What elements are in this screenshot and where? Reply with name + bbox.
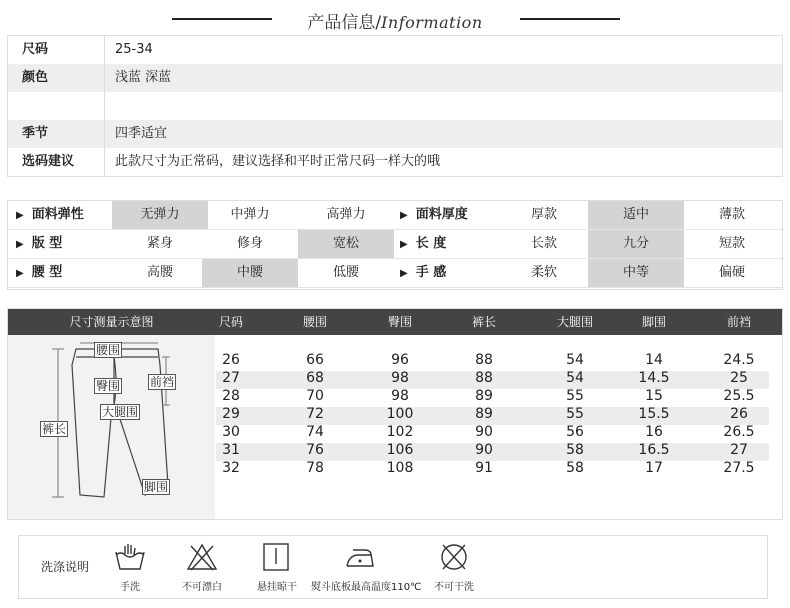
size-cell: 27 [222, 370, 240, 386]
size-cell: 58 [566, 460, 584, 476]
fabric-head-label: 手 感 [415, 265, 447, 280]
page-title [0, 8, 790, 33]
size-cell: 72 [306, 406, 324, 422]
fabric-option: 柔软 [530, 265, 557, 280]
size-cell: 88 [475, 370, 493, 386]
size-cell: 26 [222, 352, 240, 368]
diagram-title: 尺寸测量示意图 [69, 315, 154, 329]
size-cell: 108 [386, 460, 414, 476]
info-value: 浅蓝 深蓝 [115, 70, 172, 85]
triangle-bullet-icon: ▶ [400, 268, 408, 279]
info-row [8, 148, 782, 176]
fabric-head-label: 腰 型 [31, 265, 63, 280]
size-cell: 25.5 [723, 388, 755, 404]
size-cell: 74 [306, 424, 324, 440]
no-bleach-icon [185, 542, 219, 572]
info-value: 四季适宜 [115, 126, 168, 141]
col-header: 大腿围 [556, 315, 593, 329]
size-cell: 14.5 [638, 370, 670, 386]
col-header: 裤长 [471, 315, 496, 329]
info-row [8, 92, 782, 120]
size-table [7, 308, 783, 520]
col-header: 脚围 [641, 315, 666, 329]
fabric-option: 高弹力 [326, 207, 366, 222]
wash-text: 悬挂晾干 [257, 582, 297, 593]
size-cell: 30 [222, 424, 240, 440]
fabric-option-selected: 中腰 [202, 259, 298, 287]
size-cell: 58 [566, 442, 584, 458]
info-label: 颜色 [22, 70, 49, 85]
diagram-label-length: 裤长 [42, 422, 67, 436]
fabric-option: 中弹力 [230, 207, 270, 222]
size-cell: 55 [566, 388, 584, 404]
iron-icon [343, 542, 377, 572]
wash-label: 洗涤说明 [41, 560, 90, 574]
size-cell: 25 [730, 370, 748, 386]
fabric-option-selected: 中等 [588, 259, 684, 287]
wash-text: 不可干洗 [434, 582, 474, 593]
diagram-label-waist: 腰围 [96, 343, 121, 357]
info-value: 25-34 [115, 42, 153, 57]
size-table-header [8, 309, 782, 335]
info-row [8, 36, 782, 64]
fabric-option-selected: 适中 [588, 201, 684, 229]
measurement-diagram [8, 335, 215, 519]
col-header: 腰围 [302, 315, 327, 329]
size-cell: 27 [730, 442, 748, 458]
size-cell: 24.5 [723, 352, 755, 368]
size-cell: 106 [386, 442, 414, 458]
size-cell: 56 [566, 424, 584, 440]
size-cell: 16.5 [638, 442, 670, 458]
info-label: 季节 [22, 126, 49, 141]
fabric-option: 短款 [718, 236, 745, 251]
size-cell: 100 [386, 406, 414, 422]
fabric-head-right [400, 201, 496, 229]
info-label: 尺码 [22, 42, 49, 57]
triangle-bullet-icon: ▶ [400, 239, 408, 250]
fabric-head-right [400, 230, 496, 258]
fabric-head-label: 面料厚度 [415, 207, 468, 222]
fabric-option: 低腰 [332, 265, 359, 280]
fabric-option: 高腰 [146, 265, 173, 280]
wash-text: 熨斗底板最高温度110℃ [311, 582, 422, 593]
wash-text: 不可漂白 [182, 582, 222, 593]
size-cell: 14 [645, 352, 663, 368]
wash-instructions [18, 535, 768, 599]
fabric-head-label: 版 型 [31, 236, 63, 251]
triangle-bullet-icon: ▶ [16, 239, 24, 250]
title-cn: 产品信息/ [307, 13, 382, 33]
fabric-option: 长款 [530, 236, 557, 251]
diagram-label-rise: 前裆 [150, 375, 175, 389]
size-cell: 98 [391, 370, 409, 386]
fabric-row [8, 201, 782, 230]
hang-dry-icon [259, 542, 293, 572]
size-cell: 28 [222, 388, 240, 404]
size-cell: 96 [391, 352, 409, 368]
size-cell: 89 [475, 388, 493, 404]
wash-text: 手洗 [120, 582, 140, 593]
size-cell: 54 [566, 370, 584, 386]
size-cell: 78 [306, 460, 324, 476]
fabric-option-selected: 九分 [588, 230, 684, 258]
fabric-option-selected: 无弹力 [112, 201, 208, 229]
fabric-option-selected: 宽松 [298, 230, 394, 258]
no-dry-clean-icon [437, 542, 471, 572]
size-cell: 31 [222, 442, 240, 458]
fabric-option: 薄款 [718, 207, 745, 222]
fabric-option: 修身 [236, 236, 263, 251]
diagram-label-hip: 臀围 [96, 379, 121, 393]
col-header: 尺码 [218, 315, 243, 329]
size-cell: 70 [306, 388, 324, 404]
size-cell: 90 [475, 424, 493, 440]
title-en: Information [381, 13, 483, 32]
size-cell: 98 [391, 388, 409, 404]
info-label: 选码建议 [22, 154, 75, 169]
size-cell: 15.5 [638, 406, 670, 422]
triangle-bullet-icon: ▶ [16, 210, 24, 221]
col-header: 前裆 [726, 315, 751, 329]
size-cell: 17 [645, 460, 663, 476]
size-cell: 16 [645, 424, 663, 440]
diagram-label-thigh: 大腿围 [102, 405, 139, 419]
size-cell: 76 [306, 442, 324, 458]
fabric-head-right [400, 259, 496, 287]
size-row [216, 461, 769, 479]
size-cell: 32 [222, 460, 240, 476]
size-cell: 90 [475, 442, 493, 458]
size-cell: 55 [566, 406, 584, 422]
size-cell: 54 [566, 352, 584, 368]
size-cell: 26 [730, 406, 748, 422]
fabric-row [8, 259, 782, 288]
size-cell: 29 [222, 406, 240, 422]
diagram-label-hem: 脚围 [144, 480, 169, 494]
info-value: 此款尺寸为正常码，建议选择和平时正常尺码一样大的哦 [115, 154, 441, 169]
info-row [8, 120, 782, 148]
fabric-head-left [16, 201, 112, 229]
fabric-option: 紧身 [146, 236, 173, 251]
size-cell: 66 [306, 352, 324, 368]
info-row [8, 64, 782, 92]
fabric-head-left [16, 230, 112, 258]
size-cell: 88 [475, 352, 493, 368]
hand-wash-icon [113, 542, 147, 572]
size-cell: 27.5 [723, 460, 755, 476]
info-divider [104, 36, 105, 176]
fabric-row [8, 230, 782, 259]
fabric-option: 偏硬 [718, 265, 745, 280]
triangle-bullet-icon: ▶ [400, 210, 408, 221]
size-cell: 26.5 [723, 424, 755, 440]
fabric-option: 厚款 [530, 207, 557, 222]
size-cell: 102 [386, 424, 414, 440]
size-cell: 68 [306, 370, 324, 386]
product-info [7, 35, 783, 177]
fabric-head-left [16, 259, 112, 287]
size-cell: 89 [475, 406, 493, 422]
triangle-bullet-icon: ▶ [16, 268, 24, 279]
size-cell: 91 [475, 460, 493, 476]
size-cell: 15 [645, 388, 663, 404]
fabric-head-label: 面料弹性 [31, 207, 84, 222]
fabric-head-label: 长 度 [415, 236, 447, 251]
col-header: 臀围 [387, 315, 412, 329]
fabric-table [7, 200, 783, 290]
